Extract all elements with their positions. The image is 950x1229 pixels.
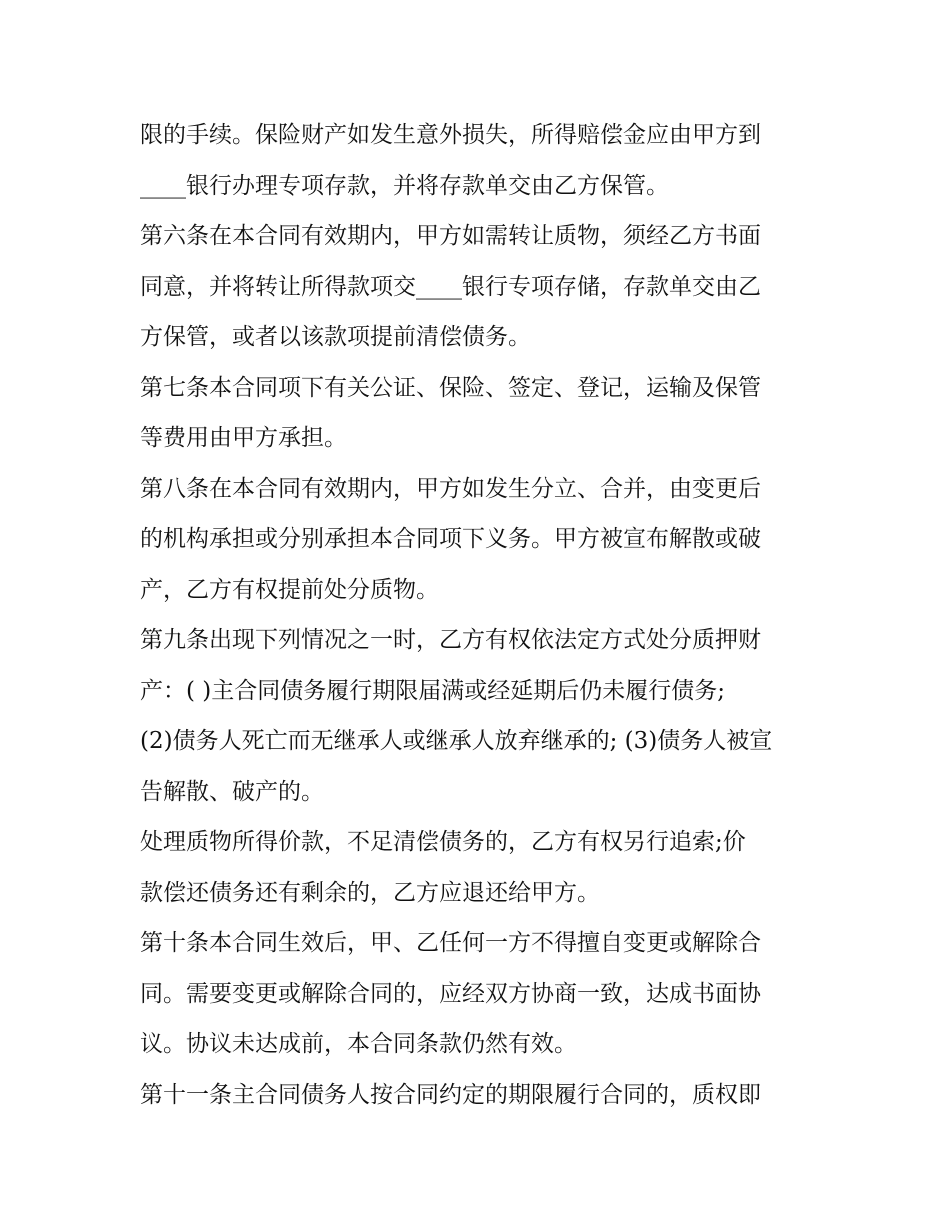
text-line: 方保管，或者以该款项提前清偿债务。 xyxy=(140,324,531,350)
text-line: 处理质物所得价款，不足清偿债务的，乙方有权另行追索;价 xyxy=(140,829,746,855)
text-line: ____银行办理专项存款，并将存款单交由乙方保管。 xyxy=(140,172,669,199)
paragraph-article-7 xyxy=(140,363,830,464)
text-line: 第十条本合同生效后，甲、乙任何一方不得擅自变更或解除合 xyxy=(140,930,761,956)
text-line: 同意，并将转让所得款项交____银行专项存储，存款单交由乙 xyxy=(140,273,761,300)
document-body xyxy=(140,110,830,1120)
text-line: 第七条本合同项下有关公证、保险、签定、登记，运输及保管 xyxy=(140,374,761,401)
text-line: (2)债务人死亡而无继承人或继承人放弃继承的; (3)债务人被宣 xyxy=(140,728,773,754)
paragraph-article-11 xyxy=(140,1070,830,1121)
text-line: 第十一条主合同债务人按合同约定的期限履行合同的，质权即 xyxy=(140,1081,761,1108)
text-line: 产，乙方有权提前处分质物。 xyxy=(140,576,439,603)
paragraph-article-10 xyxy=(140,918,830,1070)
paragraph-article-6 xyxy=(140,211,830,363)
text-line: 等费用由甲方承担。 xyxy=(140,425,347,451)
text-line: 同。需要变更或解除合同的，应经双方协商一致，达成书面协 xyxy=(140,980,761,1007)
text-line: 告解散、破产的。 xyxy=(140,778,324,805)
paragraph-article-8 xyxy=(140,464,830,616)
text-line: 第九条出现下列情况之一时，乙方有权依法定方式处分质押财 xyxy=(140,627,761,653)
paragraph-disposal-proceeds xyxy=(140,817,830,918)
text-line: 款偿还债务还有剩余的，乙方应退还给甲方。 xyxy=(140,879,600,906)
paragraph-article-9-items xyxy=(140,716,830,817)
text-line: 第八条在本合同有效期内，甲方如发生分立、合并，由变更后 xyxy=(140,475,761,502)
text-line: 产：( )主合同债务履行期限届满或经延期后仍未履行债务; xyxy=(140,677,726,704)
text-line: 的机构承担或分别承担本合同项下义务。甲方被宣布解散或破 xyxy=(140,526,761,552)
paragraph-insurance-continued xyxy=(140,110,830,211)
paragraph-article-9 xyxy=(140,615,830,716)
text-line: 限的手续。保险财产如发生意外损失，所得赔偿金应由甲方到 xyxy=(140,122,761,148)
text-line: 议。协议未达成前，本合同条款仍然有效。 xyxy=(140,1031,577,1057)
text-line: 第六条在本合同有效期内，甲方如需转让质物，须经乙方书面 xyxy=(140,223,761,249)
